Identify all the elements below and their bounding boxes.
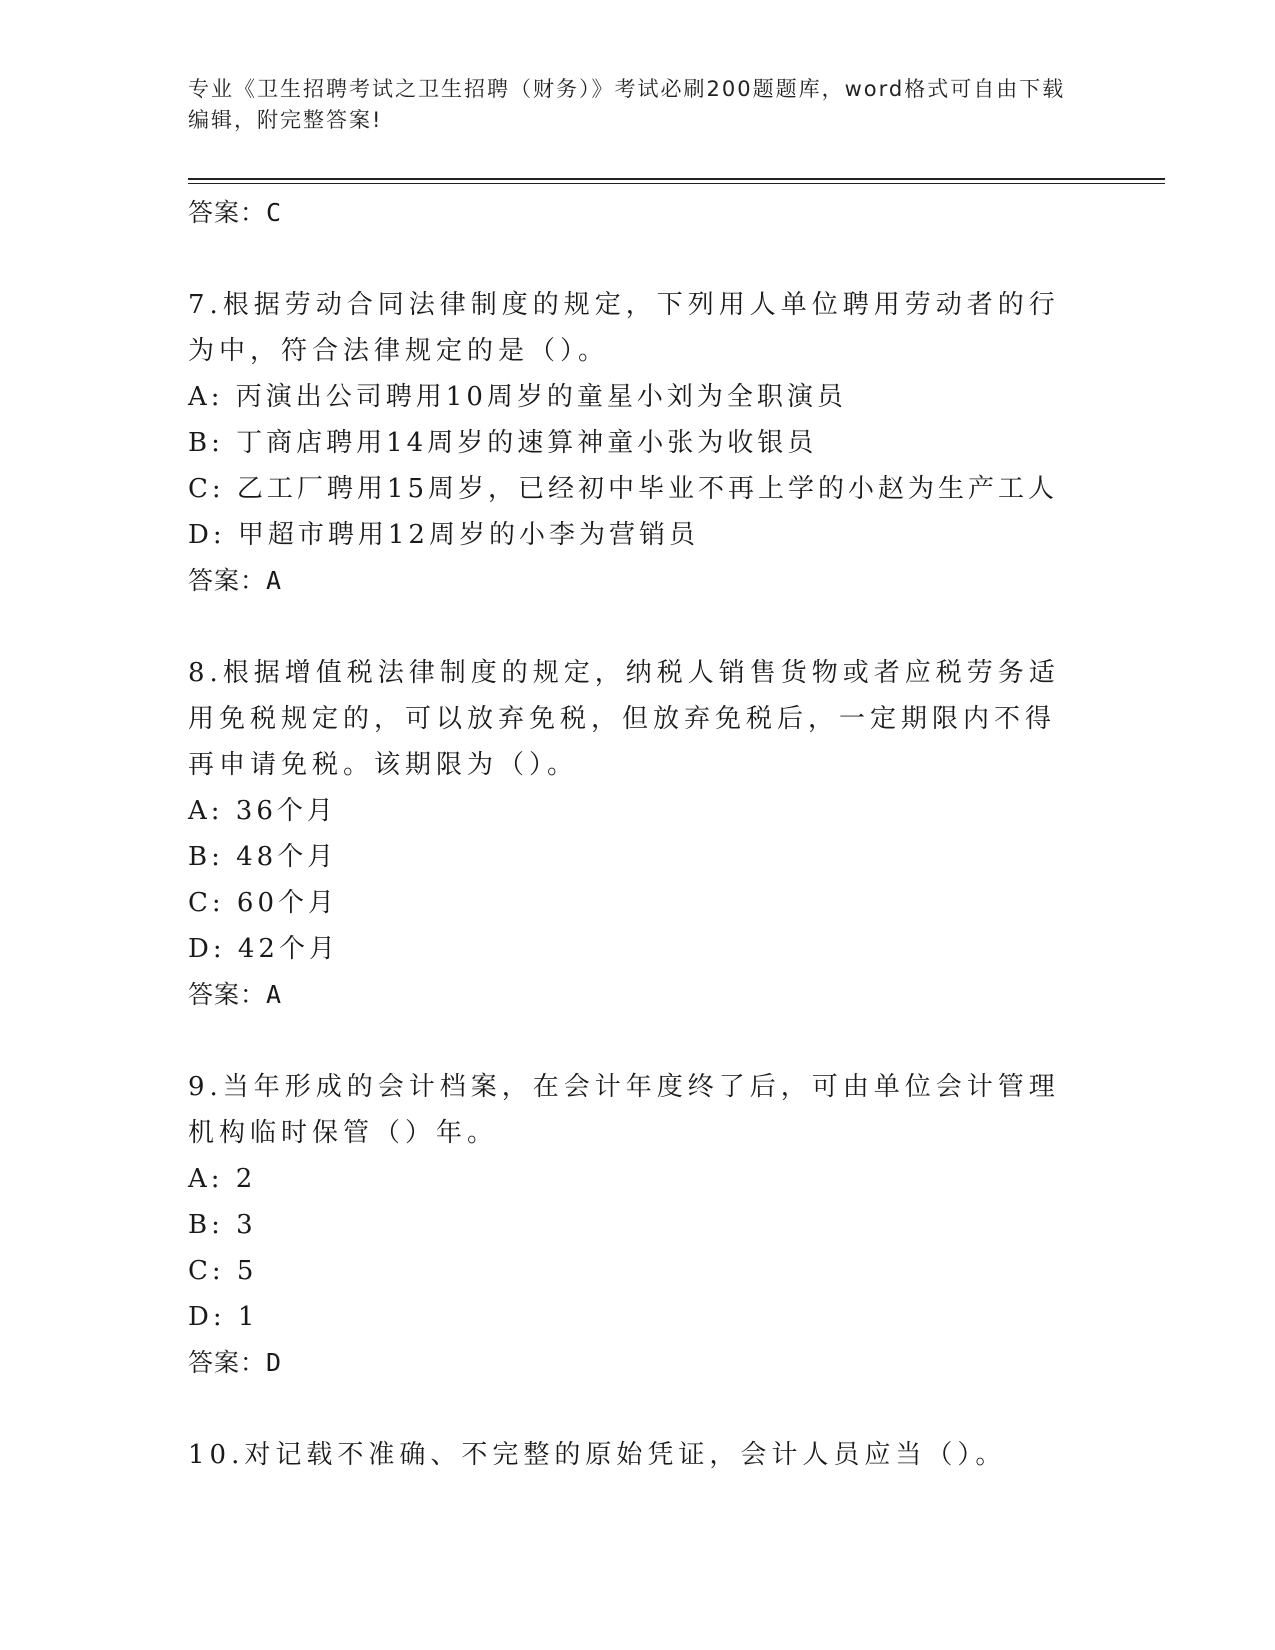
option-a: A: 2 (188, 1164, 257, 1194)
page-header: 专业《卫生招聘考试之卫生招聘（财务）》考试必刷200题题库，word格式可自由下载编辑，附完整答案! (188, 77, 1066, 132)
question-text: 7.根据劳动合同法律制度的规定，下列用人单位聘用劳动者的行为中，符合法律规定的是（）。 (188, 290, 1060, 366)
answer-line: 答案：A (188, 566, 283, 595)
option-d: D: 42个月 (188, 934, 339, 964)
question-text: 10.对记载不准确、不完整的原始凭证，会计人员应当（）。 (188, 1440, 1007, 1470)
option-c: C: 5 (188, 1256, 258, 1286)
answer-line: 答案：C (188, 198, 283, 227)
option-c: C: 乙工厂聘用15周岁，已经初中毕业不再上学的小赵为生产工人 (188, 474, 1059, 504)
document-body (188, 190, 1068, 1478)
question-10 (188, 1432, 1068, 1478)
option-b: B: 3 (188, 1210, 257, 1240)
question-7 (188, 282, 1068, 604)
option-d: D: 甲超市聘用12周岁的小李为营销员 (188, 520, 699, 550)
header-divider (188, 178, 1165, 180)
header-divider-thin (188, 183, 1165, 184)
answer-line: 答案：D (188, 1348, 283, 1377)
option-d: D: 1 (188, 1302, 259, 1332)
option-b: B: 丁商店聘用14周岁的速算神童小张为收银员 (188, 428, 818, 458)
option-c: C: 60个月 (188, 888, 339, 918)
answer-line: 答案：A (188, 980, 283, 1009)
option-a: A: 36个月 (188, 796, 337, 826)
option-a: A: 丙演出公司聘用10周岁的童星小刘为全职演员 (188, 382, 847, 412)
question-text: 8.根据增值税法律制度的规定，纳税人销售货物或者应税劳务适用免税规定的，可以放弃免税，但放弃免税后，一定期限内不得再申请免税。该期限为（）。 (188, 658, 1060, 780)
option-b: B: 48个月 (188, 842, 338, 872)
question-9 (188, 1064, 1068, 1386)
question-text: 9.当年形成的会计档案，在会计年度终了后，可由单位会计管理机构临时保管（）年。 (188, 1072, 1060, 1148)
question-8 (188, 650, 1068, 1018)
